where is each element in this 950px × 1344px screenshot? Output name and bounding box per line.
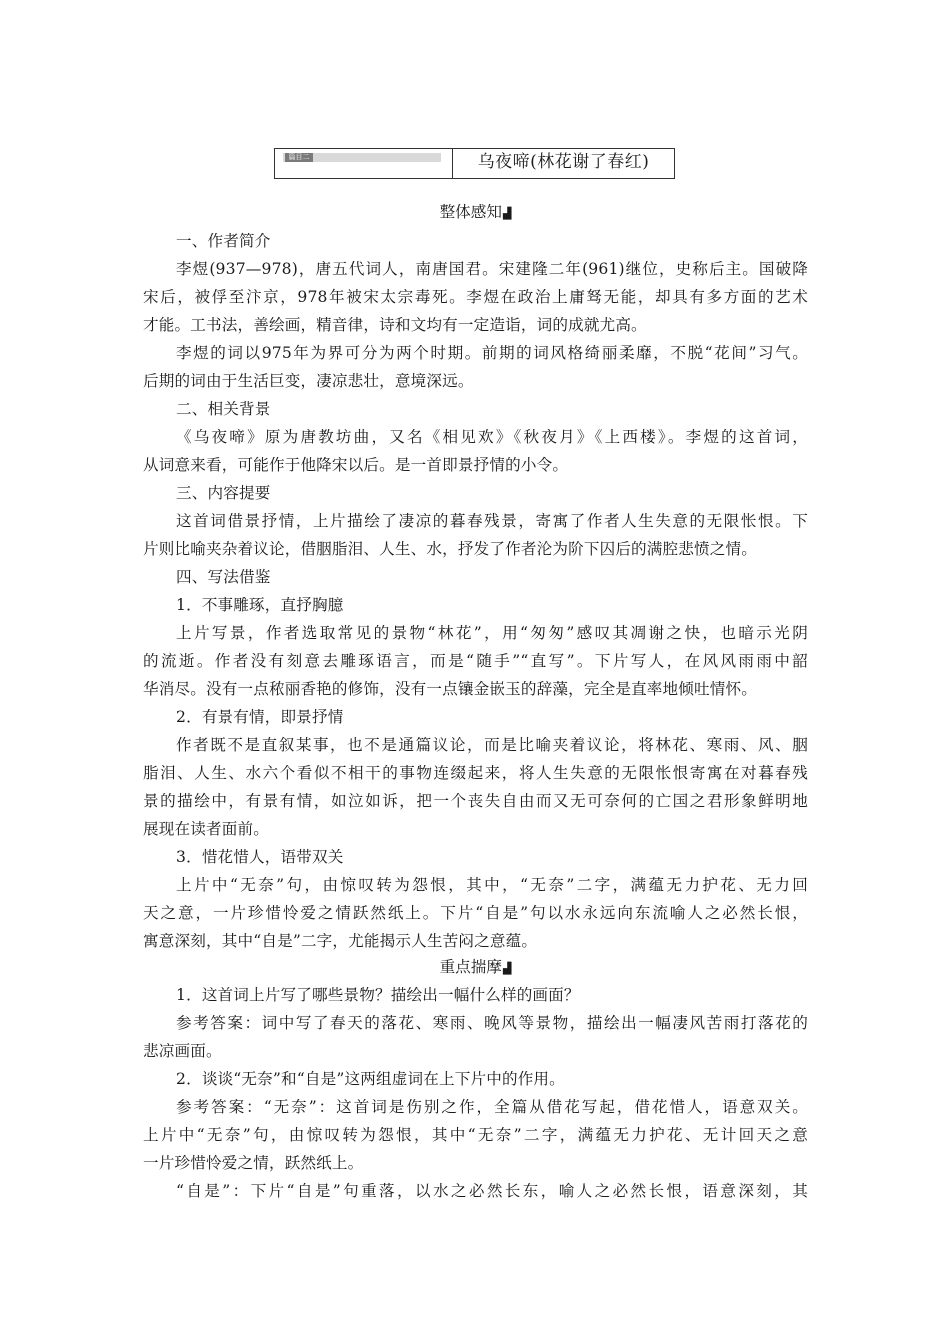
section-heading-overview <box>143 201 808 225</box>
section-title-background: 二、相关背景 <box>176 400 271 418</box>
answer-line: “自是”：下片“自是”句重落，以水之必然长东，喻人之必然长恨，语意深刻，其 <box>176 1182 808 1200</box>
paragraph-line: 华消尽。没有一点秾丽香艳的修饰，没有一点镶金嵌玉的辞藻，完全是直率地倾吐情怀。 <box>143 680 758 698</box>
paragraph-line: 的流逝。作者没有刻意去雕琢语言，而是“随手”“直写”。下片写人，在风风雨雨中韶 <box>143 652 808 670</box>
heading-overview-text: 整体感知 <box>439 203 502 221</box>
paragraph-line: 这首词借景抒情，上片描绘了凄凉的暮春残景，寄寓了作者人生失意的无限怅恨。下 <box>176 512 808 530</box>
section-title-summary: 三、内容提要 <box>176 484 271 502</box>
paragraph-line: 作者既不是直叙某事，也不是通篇议论，而是比喻夹着议论，将林花、寒雨、风、胭 <box>176 736 808 754</box>
paragraph-line: 上片中“无奈”句，由惊叹转为怨恨，其中，“无奈”二字，满蕴无力护花、无力回 <box>176 876 808 894</box>
paragraph-line: 李煜的词以975年为界可分为两个时期。前期的词风格绮丽柔靡，不脱“花间”习气。 <box>176 344 808 362</box>
heading-mark-icon: ▟ <box>502 207 512 220</box>
answer-line: 上片中“无奈”句，由惊叹转为怨恨，其中“无奈”二字，满蕴无力护花、无计回天之意 <box>143 1126 808 1144</box>
lesson-title: 乌夜啼(林花谢了春红) <box>477 152 650 172</box>
section-heading-focus <box>143 956 808 980</box>
lesson-tag-label: 篇目二 <box>285 153 313 162</box>
subsection-title-3: 3．惜花惜人，语带双关 <box>176 848 344 866</box>
question-2: 2．谈谈“无奈”和“自是”这两组虚词在上下片中的作用。 <box>176 1070 565 1088</box>
paragraph-line: 后期的词由于生活巨变，凄凉悲壮，意境深远。 <box>143 372 474 390</box>
heading-mark-icon: ▟ <box>502 962 512 975</box>
lesson-tag-bar <box>283 153 441 162</box>
paragraph-line: 上片写景，作者选取常见的景物“林花”，用“匆匆”感叹其凋谢之快，也暗示光阴 <box>176 624 808 642</box>
paragraph-line: 李煜(937—978)，唐五代词人，南唐国君。宋建隆二年(961)继位，史称后主。国破降 <box>176 260 808 278</box>
paragraph-line: 脂泪、人生、水六个看似不相干的事物连缀起来，将人生失意的无限怅恨寄寓在对暮春残 <box>143 764 808 782</box>
answer-line: 一片珍惜怜爱之情，跃然纸上。 <box>143 1154 364 1172</box>
heading-focus-text: 重点揣摩 <box>439 958 502 976</box>
paragraph-line: 寓意深刻，其中“自是”二字，尤能揭示人生苦闷之意蕴。 <box>143 932 538 950</box>
paragraph-line: 景的描绘中，有景有情，如泣如诉，把一个丧失自由而又无可奈何的亡国之君形象鲜明地 <box>143 792 808 810</box>
lesson-title-box <box>274 148 675 179</box>
paragraph-line: 从词意来看，可能作于他降宋以后。是一首即景抒情的小令。 <box>143 456 569 474</box>
answer-line: 参考答案：词中写了春天的落花、寒雨、晚风等景物，描绘出一幅凄风苦雨打落花的 <box>176 1014 808 1032</box>
paragraph-line: 天之意，一片珍惜怜爱之情跃然纸上。下片“自是”句以水永远向东流喻人之必然长恨， <box>143 904 808 922</box>
paragraph-line: 片则比喻夹杂着议论，借胭脂泪、人生、水，抒发了作者沦为阶下囚后的满腔悲愤之情。 <box>143 540 758 558</box>
answer-line: 参考答案：“无奈”：这首词是伤别之作，全篇从借花写起，借花惜人，语意双关。 <box>176 1098 808 1116</box>
section-title-author: 一、作者简介 <box>176 232 271 250</box>
paragraph-line: 才能。工书法，善绘画，精音律，诗和文均有一定造诣，词的成就尤高。 <box>143 316 647 334</box>
answer-line: 悲凉画面。 <box>143 1042 222 1060</box>
paragraph-line: 宋后，被俘至汴京，978年被宋太宗毒死。李煜在政治上庸驽无能，却具有多方面的艺术 <box>143 288 808 306</box>
subsection-title-2: 2．有景有情，即景抒情 <box>176 708 344 726</box>
subsection-title-1: 1．不事雕琢，直抒胸臆 <box>176 596 344 614</box>
paragraph-line: 展现在读者面前。 <box>143 820 269 838</box>
question-1: 1．这首词上片写了哪些景物？描绘出一幅什么样的画面？ <box>176 986 580 1004</box>
lesson-tag-cell <box>275 149 453 178</box>
paragraph-line: 《乌夜啼》原为唐教坊曲，又名《相见欢》《秋夜月》《上西楼》。李煜的这首词， <box>176 428 808 446</box>
section-title-techniques: 四、写法借鉴 <box>176 568 271 586</box>
